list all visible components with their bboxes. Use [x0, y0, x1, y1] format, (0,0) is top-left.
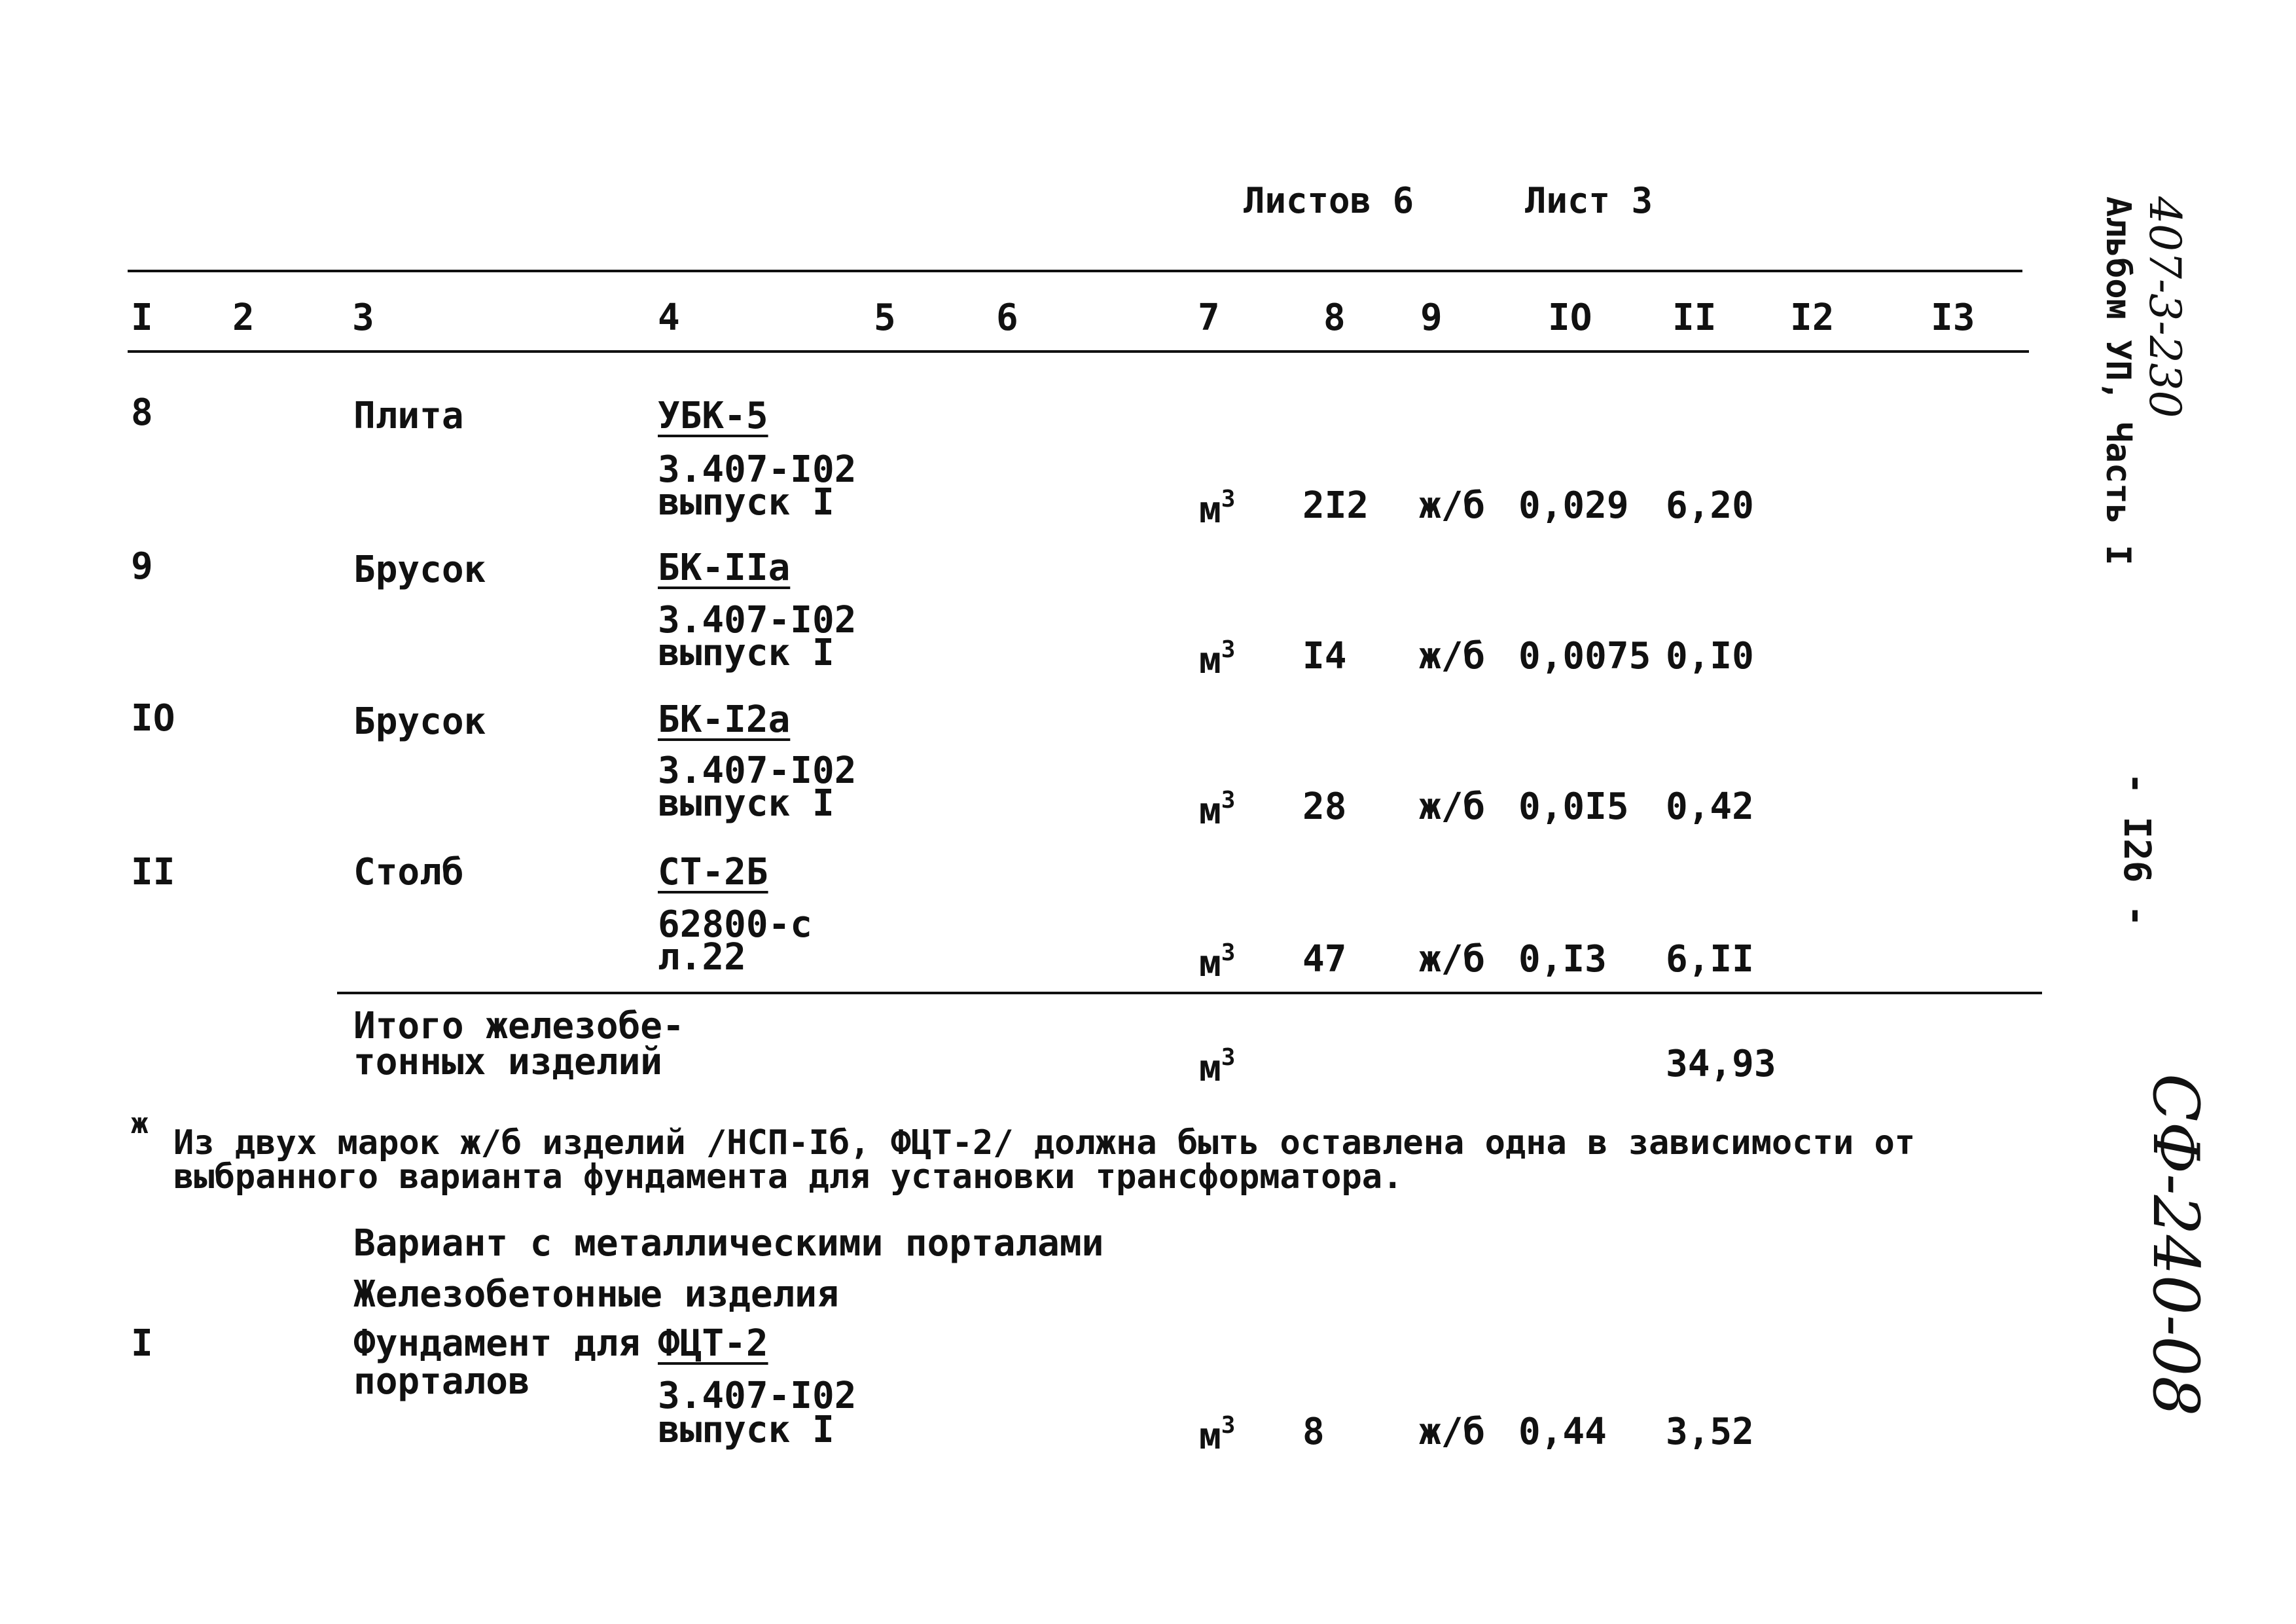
summary-unit: $м^3$: [1199, 1044, 1236, 1090]
material: ж/б: [1419, 635, 1486, 677]
unit-volume: 0,029: [1518, 484, 1629, 527]
row-number: 8: [131, 391, 153, 434]
unit-volume: 0,0I5: [1518, 785, 1629, 828]
unit: $м^3$: [1199, 1412, 1236, 1458]
column-header-1: I: [131, 297, 153, 339]
quantity: 8: [1302, 1411, 1325, 1453]
footnote-line1: Из двух марок ж/б изделий /НСП-Iб, ФЦТ-2/ должна быть оставлена одна в зависимости от: [173, 1123, 1916, 1163]
footnote-line2: выбранного варианта фундамента для установки трансформатора.: [173, 1157, 1403, 1197]
album-code: 407-3-230: [2140, 196, 2190, 418]
item-mark: БК-I2а: [658, 698, 791, 741]
unit-volume: 0,44: [1518, 1411, 1607, 1453]
quantity: 28: [1302, 785, 1347, 828]
album-part: Альбом УП, Часть I: [2098, 196, 2138, 566]
item-issue: выпуск I: [658, 1409, 834, 1451]
item-name: Брусок: [353, 549, 486, 591]
header-top-rule: [128, 270, 2022, 272]
quantity: I4: [1302, 635, 1347, 677]
total-volume: 0,42: [1666, 785, 1754, 828]
total-volume: 6,II: [1666, 938, 1754, 981]
item-mark: УБК-5: [658, 395, 768, 437]
unit: $м^3$: [1199, 939, 1236, 985]
item-mark: СТ-2Б: [658, 851, 768, 893]
variant-subtitle: Железобетонные изделия: [353, 1273, 839, 1316]
item-document: 3.407-I02: [658, 1375, 857, 1417]
column-header-6: 6: [996, 297, 1018, 339]
material: ж/б: [1419, 785, 1486, 828]
footnote-marker: ж: [131, 1107, 149, 1140]
sheets-total: Листов 6: [1244, 180, 1414, 221]
item-name-cont: порталов: [353, 1360, 530, 1403]
sheet-number: Лист 3: [1525, 180, 1653, 221]
total-volume: 0,I0: [1666, 635, 1754, 677]
row-number: IO: [131, 697, 175, 740]
column-header-12: I2: [1790, 297, 1835, 339]
column-header-9: 9: [1420, 297, 1443, 339]
column-header-7: 7: [1198, 297, 1220, 339]
unit-volume: 0,0075: [1518, 635, 1651, 677]
variant-title: Вариант с металлическими порталами: [353, 1222, 1104, 1265]
column-header-11: II: [1672, 297, 1717, 339]
column-header-5: 5: [874, 297, 896, 339]
header-bottom-rule: [128, 350, 2029, 353]
item-issue: выпуск I: [658, 632, 834, 674]
item-document: 62800-с: [658, 903, 813, 946]
material: ж/б: [1419, 484, 1486, 527]
quantity: 2I2: [1302, 484, 1369, 527]
column-header-3: 3: [352, 297, 374, 339]
page-number: - I26 -: [2115, 772, 2158, 928]
column-header-2: 2: [232, 297, 255, 339]
total-volume: 6,20: [1666, 484, 1754, 527]
material: ж/б: [1419, 938, 1486, 981]
column-header-8: 8: [1323, 297, 1346, 339]
unit: $м^3$: [1199, 787, 1236, 833]
row-number: II: [131, 851, 175, 893]
item-name: Фундамент для: [353, 1322, 641, 1365]
summary-label-line1: Итого железобе-: [353, 1005, 685, 1047]
unit: $м^3$: [1199, 636, 1236, 682]
row-number: 9: [131, 545, 153, 588]
column-header-10: IO: [1548, 297, 1592, 339]
item-name: Столб: [353, 851, 464, 893]
item-document: 3.407-I02: [658, 599, 857, 641]
item-name: Брусок: [353, 700, 486, 743]
unit-volume: 0,I3: [1518, 938, 1607, 981]
quantity: 47: [1302, 938, 1347, 981]
column-header-13: I3: [1931, 297, 1975, 339]
item-issue: выпуск I: [658, 481, 834, 524]
summary-rule: [337, 992, 2042, 994]
item-mark: ФЦТ-2: [658, 1322, 768, 1365]
item-issue: выпуск I: [658, 782, 834, 825]
summary-label-line2: тонных изделий: [353, 1041, 663, 1083]
row-number: I: [131, 1322, 153, 1365]
item-document: 3.407-I02: [658, 448, 857, 491]
column-header-4: 4: [658, 297, 680, 339]
item-document: 3.407-I02: [658, 749, 857, 792]
item-issue: л.22: [658, 936, 746, 979]
material: ж/б: [1419, 1411, 1486, 1453]
summary-total: 34,93: [1666, 1043, 1776, 1085]
document-stamp: СФ-240-08: [2139, 1074, 2212, 1416]
item-mark: БК-IIа: [658, 547, 791, 589]
item-name: Плита: [353, 395, 464, 437]
unit: $м^3$: [1199, 486, 1236, 532]
total-volume: 3,52: [1666, 1411, 1754, 1453]
